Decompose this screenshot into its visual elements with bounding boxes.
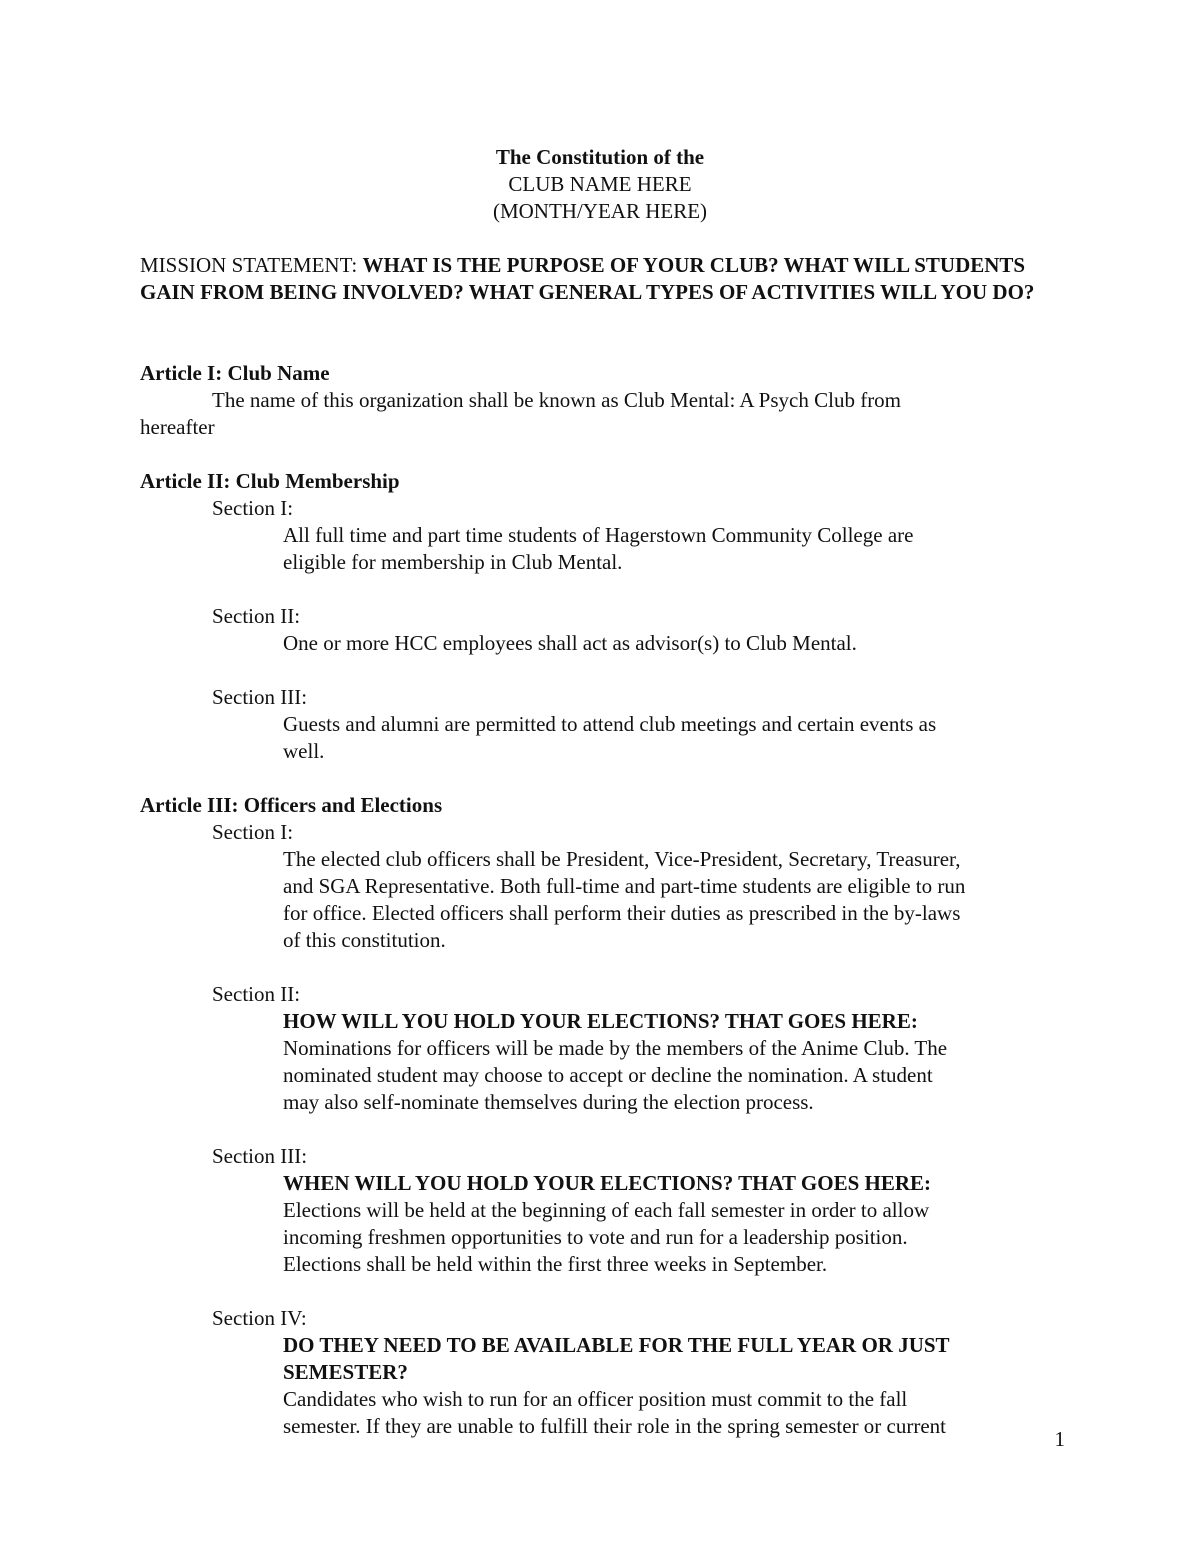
article-2-section-3 [140,684,1080,765]
section-label: Section IV: [212,1306,307,1330]
document-title [0,144,1200,225]
section-text-line: and SGA Representative. Both full-time and part-time students are eligible to run [283,874,966,898]
title-club-name: CLUB NAME HERE [508,172,692,196]
section-label: Section II: [212,604,301,628]
section-text-line: well. [283,739,325,763]
section-label: Section I: [212,496,294,520]
article-2 [140,468,1080,576]
section-text-line: semester. If they are unable to fulfill their role in the spring semester or current [283,1414,947,1438]
mission-statement [140,252,1060,306]
section-text-line: Elections will be held at the beginning of each fall semester in order to allow [283,1198,930,1222]
section-prompt: SEMESTER? [283,1360,408,1384]
section-label: Section III: [212,1144,308,1168]
article-3-section-3 [140,1143,1080,1278]
section-text-line: nominated student may choose to accept or decline the nomination. A student [283,1063,933,1087]
article-2-section-2 [140,603,1080,657]
section-text-line: for office. Elected officers shall perform their duties as prescribed in the by-laws [283,901,961,925]
section-text-line: of this constitution. [283,928,446,952]
title-date: (MONTH/YEAR HERE) [492,199,708,223]
article-2-heading: Article II: Club Membership [140,469,400,493]
mission-label: MISSION STATEMENT: [140,253,363,277]
section-prompt: WHEN WILL YOU HOLD YOUR ELECTIONS? THAT GOES HERE: [283,1171,932,1195]
section-text-line: may also self-nominate themselves during the election process. [283,1090,814,1114]
section-label: Section III: [212,685,308,709]
article-1-text-line: hereafter [140,415,215,439]
article-3 [140,792,1080,954]
section-text-line: Guests and alumni are permitted to attend club meetings and certain events as [283,712,937,736]
section-text-line: The elected club officers shall be President, Vice-President, Secretary, Treasurer, [283,847,961,871]
section-text-line: eligible for membership in Club Mental. [283,550,623,574]
section-prompt: DO THEY NEED TO BE AVAILABLE FOR THE FULL YEAR OR JUST [283,1333,950,1357]
article-1 [140,360,1080,441]
section-text-line: Elections shall be held within the first three weeks in September. [283,1252,828,1276]
article-3-heading: Article III: Officers and Elections [140,793,443,817]
mission-text: WHAT IS THE PURPOSE OF YOUR CLUB? WHAT WILL STUDENTS GAIN FROM BEING INVOLVED? WHAT GENERAL TYPES OF ACTIVITIES WILL YOU DO? [140,253,1035,304]
article-1-text-line: The name of this organization shall be known as Club Mental: A Psych Club from [212,388,902,412]
section-text-line: All full time and part time students of Hagerstown Community College are [283,523,914,547]
article-1-heading: Article I: Club Name [140,361,330,385]
page-number: 1 [1054,1427,1065,1451]
section-prompt: HOW WILL YOU HOLD YOUR ELECTIONS? THAT GOES HERE: [283,1009,918,1033]
section-text-line: One or more HCC employees shall act as advisor(s) to Club Mental. [283,631,857,655]
article-3-section-2 [140,981,1080,1116]
section-label: Section I: [212,820,294,844]
article-3-section-4 [140,1305,1080,1440]
section-text-line: incoming freshmen opportunities to vote and run for a leadership position. [283,1225,908,1249]
section-label: Section II: [212,982,301,1006]
title-line-1: The Constitution of the [495,145,705,169]
section-text-line: Candidates who wish to run for an officer position must commit to the fall [283,1387,908,1411]
section-text-line: Nominations for officers will be made by the members of the Anime Club. The [283,1036,948,1060]
